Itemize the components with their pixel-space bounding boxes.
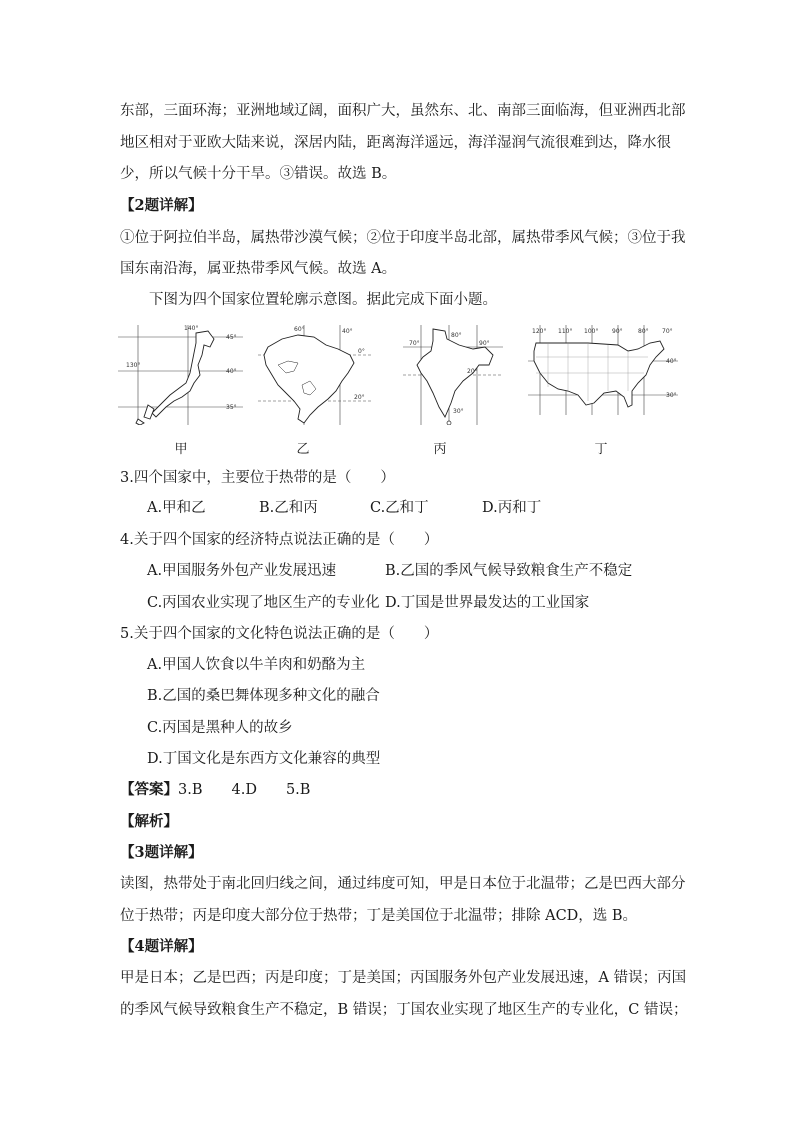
ding-deg-30: 30° (666, 392, 677, 399)
brazil-outline-map (258, 325, 373, 425)
q3-option-c: C.乙和丁 (370, 500, 429, 516)
ding-deg-100: 100° (584, 328, 599, 335)
q5-option-a: A.甲国人饮食以牛羊肉和奶酪为主 (147, 657, 366, 673)
jia-deg-140: 140° (184, 325, 199, 332)
q3-line-2: 位于热带；丙是印度大部分位于热带；丁是美国位于北温带；排除 ACD，选 B。 (120, 908, 638, 924)
country-maps-figure (118, 325, 678, 455)
q2-line-1: ①位于阿拉伯半岛，属热带沙漠气候；②位于印度半岛北部，属热带季风气候；③位于我 (120, 230, 686, 246)
yi-deg-20: 20° (354, 394, 365, 401)
answer-values: 3.B 4.D 5.B (178, 782, 311, 798)
jia-deg-45: 45° (226, 334, 237, 341)
yi-deg-40: 40° (342, 328, 353, 335)
ding-deg-80: 80° (638, 328, 649, 335)
q3-option-d: D.丙和丁 (482, 500, 542, 516)
map-label-jia: 甲 (174, 442, 188, 457)
jia-deg-35: 35° (226, 404, 237, 411)
q3-option-a: A.甲和乙 (147, 500, 206, 516)
map-label-yi: 乙 (296, 442, 310, 457)
bing-deg-70: 70° (409, 340, 420, 347)
q3-option-b: B.乙和丙 (259, 500, 318, 516)
analysis-header: 【解析】 (120, 813, 178, 830)
q3-header: 【3题详解】 (120, 844, 203, 861)
ding-deg-70: 70° (662, 328, 673, 335)
figure-prompt: 下图为四个国家位置轮廓示意图。据此完成下面小题。 (149, 292, 497, 308)
q5-option-d: D.丁国文化是东西方文化兼容的典型 (147, 751, 381, 767)
q5-option-c: C.丙国是黑种人的故乡 (147, 720, 293, 736)
q5-option-b: B.乙国的桑巴舞体现多种文化的融合 (147, 688, 380, 704)
india-outline-map (403, 325, 503, 425)
japan-outline-map (118, 325, 243, 425)
q4-line-2: 的季风气候导致粮食生产不稳定，B 错误；丁国农业实现了地区生产的专业化，C 错误； (120, 1002, 688, 1018)
map-bing (403, 325, 503, 425)
bing-deg-30: 30° (453, 408, 464, 415)
bing-deg-80: 80° (451, 332, 462, 339)
usa-outline-map (528, 325, 678, 425)
ding-deg-110: 110° (558, 328, 573, 335)
intro-line-2: 地区相对于亚欧大陆来说，深居内陆，距离海洋遥远，海洋湿润气流很难到达，降水很 (120, 135, 671, 151)
q2-header: 【2题详解】 (120, 197, 203, 214)
intro-line-3: 少，所以气候十分干旱。③错误。故选 B。 (120, 166, 397, 182)
bing-deg-20: 20° (467, 368, 478, 375)
question-3-stem: 3.四个国家中，主要位于热带的是（ ） (120, 470, 395, 486)
question-4-stem: 4.关于四个国家的经济特点说法正确的是（ ） (120, 532, 439, 548)
map-yi (258, 325, 373, 425)
ding-deg-120: 120° (532, 328, 547, 335)
jia-deg-130: 130° (126, 362, 141, 369)
q2-line-2: 国东南沿海，属亚热带季风气候。故选 A。 (120, 261, 397, 277)
map-ding (528, 325, 678, 425)
q4-option-b: B.乙国的季风气候导致粮食生产不稳定 (385, 563, 633, 579)
ding-deg-90: 90° (612, 328, 623, 335)
q4-option-d: D.丁国是世界最发达的工业国家 (385, 595, 590, 611)
map-jia (118, 325, 243, 425)
q4-option-a: A.甲国服务外包产业发展迅速 (147, 563, 337, 579)
intro-line-1: 东部，三面环海；亚洲地域辽阔，面积广大，虽然东、北、南部三面临海，但亚洲西北部 (120, 103, 686, 119)
answer-label: 【答案】 (120, 781, 178, 798)
map-label-bing: 丙 (433, 442, 447, 457)
bing-deg-90: 90° (479, 340, 490, 347)
answer-line (120, 780, 310, 800)
q4-line-1: 甲是日本；乙是巴西；丙是印度；丁是美国；丙国服务外包产业发展迅速，A 错误；丙国 (120, 970, 687, 986)
map-label-ding: 丁 (594, 442, 608, 457)
yi-deg-0: 0° (358, 348, 365, 355)
yi-deg-60: 60° (294, 326, 305, 333)
ding-deg-40: 40° (666, 358, 677, 365)
question-5-stem: 5.关于四个国家的文化特色说法正确的是（ ） (120, 626, 439, 642)
q3-line-1: 读图，热带处于南北回归线之间，通过纬度可知，甲是日本位于北温带；乙是巴西大部分 (120, 876, 686, 892)
jia-deg-40: 40° (226, 368, 237, 375)
q4-option-c: C.丙国农业实现了地区生产的专业化 (147, 595, 380, 611)
q4-header: 【4题详解】 (120, 938, 203, 955)
